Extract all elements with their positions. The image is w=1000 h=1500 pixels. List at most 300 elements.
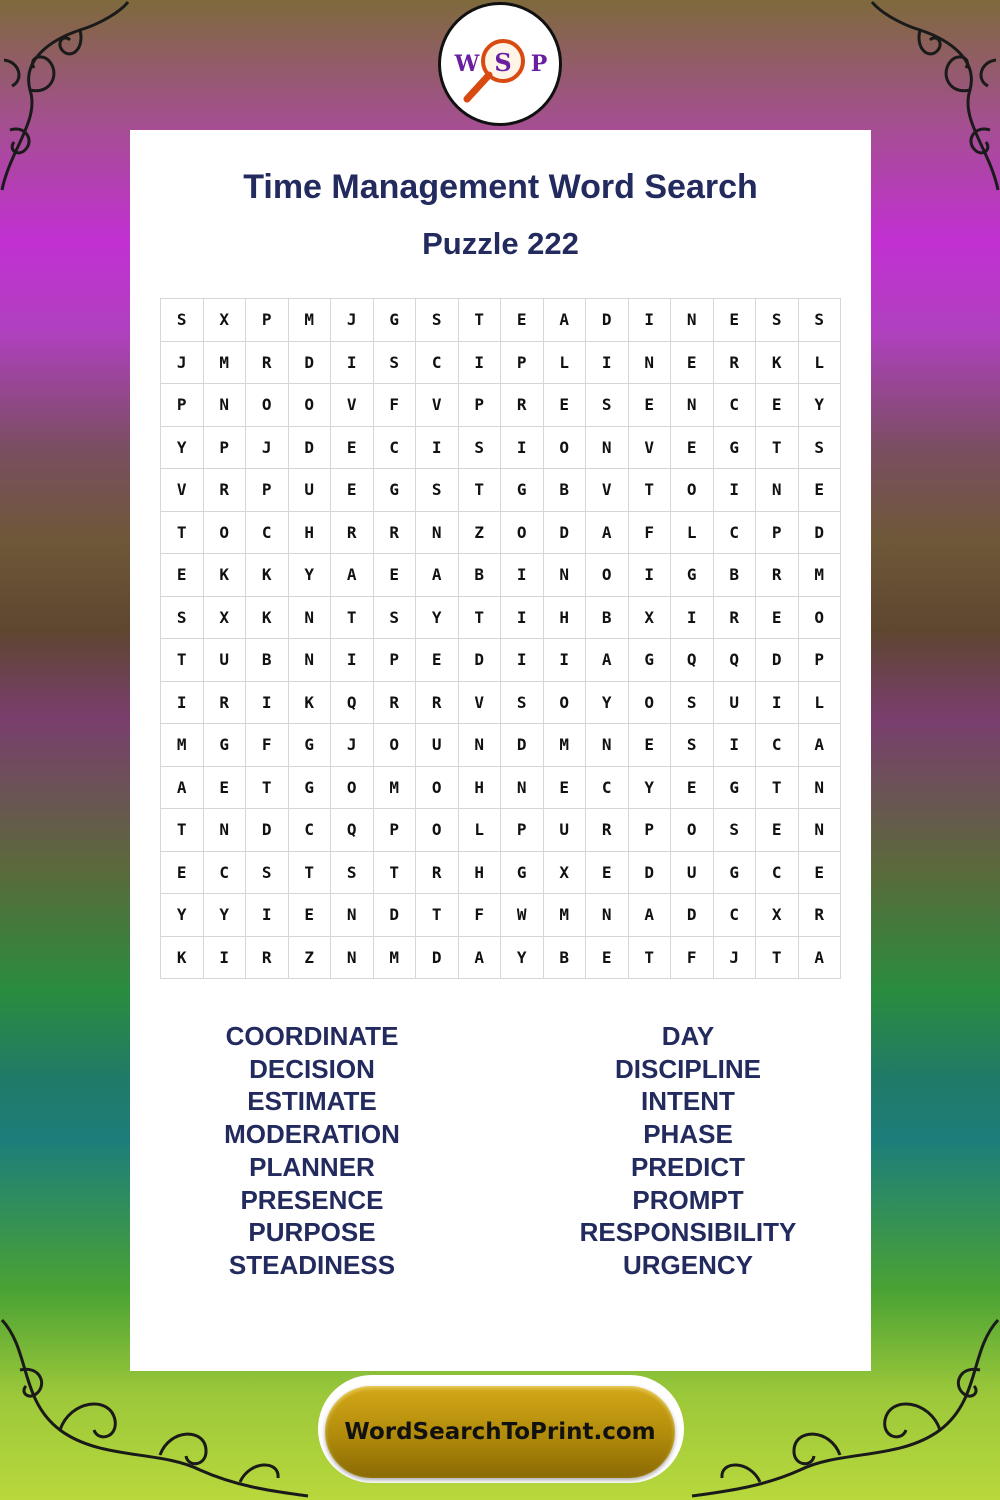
grid-cell[interactable]: B	[458, 554, 501, 597]
grid-cell[interactable]: C	[756, 851, 799, 894]
grid-cell[interactable]: I	[501, 426, 544, 469]
grid-cell[interactable]: I	[671, 596, 714, 639]
grid-cell[interactable]: I	[246, 894, 289, 937]
grid-cell[interactable]: K	[246, 596, 289, 639]
grid-cell[interactable]: T	[458, 299, 501, 342]
grid-cell[interactable]: Q	[331, 681, 374, 724]
grid-row	[161, 809, 841, 852]
grid-cell[interactable]: M	[543, 894, 586, 937]
grid-cell[interactable]: N	[416, 511, 459, 554]
grid-cell[interactable]: Y	[203, 894, 246, 937]
grid-row	[161, 299, 841, 342]
grid-cell[interactable]: F	[628, 511, 671, 554]
grid-cell[interactable]: A	[161, 766, 204, 809]
grid-cell[interactable]: R	[373, 681, 416, 724]
site-logo[interactable]	[438, 2, 562, 126]
word-list-item: PURPOSE	[248, 1217, 376, 1248]
grid-cell[interactable]: C	[246, 511, 289, 554]
grid-cell[interactable]: N	[756, 469, 799, 512]
grid-cell[interactable]: Q	[671, 639, 714, 682]
grid-cell[interactable]: G	[373, 299, 416, 342]
grid-cell[interactable]: C	[756, 724, 799, 767]
grid-cell[interactable]: O	[416, 766, 459, 809]
grid-cell[interactable]: T	[628, 469, 671, 512]
grid-cell[interactable]: P	[501, 809, 544, 852]
grid-cell[interactable]: S	[756, 299, 799, 342]
grid-cell[interactable]: A	[628, 894, 671, 937]
grid-cell[interactable]: A	[586, 639, 629, 682]
grid-row	[161, 724, 841, 767]
grid-cell[interactable]: W	[501, 894, 544, 937]
grid-cell[interactable]: N	[458, 724, 501, 767]
grid-cell[interactable]: R	[203, 681, 246, 724]
grid-cell[interactable]: K	[203, 554, 246, 597]
grid-cell[interactable]: D	[798, 511, 841, 554]
grid-cell[interactable]: R	[416, 681, 459, 724]
grid-cell[interactable]: K	[246, 554, 289, 597]
grid-cell[interactable]: S	[671, 724, 714, 767]
grid-cell[interactable]: N	[203, 384, 246, 427]
grid-cell[interactable]: S	[713, 809, 756, 852]
grid-cell[interactable]: U	[288, 469, 331, 512]
grid-cell[interactable]: Y	[416, 596, 459, 639]
grid-cell[interactable]: O	[501, 511, 544, 554]
grid-cell[interactable]: R	[501, 384, 544, 427]
grid-cell[interactable]: Y	[288, 554, 331, 597]
grid-cell[interactable]: Y	[161, 426, 204, 469]
grid-cell[interactable]: M	[161, 724, 204, 767]
grid-cell[interactable]: S	[416, 299, 459, 342]
grid-cell[interactable]: P	[628, 809, 671, 852]
site-link-button[interactable]	[325, 1386, 675, 1478]
grid-cell[interactable]: T	[416, 894, 459, 937]
word-list-item: COORDINATE	[225, 1021, 399, 1051]
grid-cell[interactable]: N	[586, 724, 629, 767]
grid-cell[interactable]: E	[373, 554, 416, 597]
grid-cell[interactable]: K	[756, 341, 799, 384]
grid-cell[interactable]: S	[161, 596, 204, 639]
word-list-item: PREDICT	[630, 1151, 746, 1182]
logo-letter-s: S	[494, 48, 512, 77]
grid-cell[interactable]: K	[288, 681, 331, 724]
grid-cell[interactable]: I	[416, 426, 459, 469]
word-list-item: PROMPT	[632, 1184, 744, 1215]
grid-cell[interactable]: O	[416, 809, 459, 852]
grid-cell[interactable]: T	[161, 639, 204, 682]
logo-letter-w: W	[454, 51, 480, 77]
grid-cell[interactable]: T	[161, 511, 204, 554]
grid-cell[interactable]: P	[203, 426, 246, 469]
puzzle-card	[130, 130, 871, 1371]
grid-row	[161, 511, 841, 554]
grid-cell[interactable]: N	[543, 554, 586, 597]
grid-cell[interactable]: Q	[713, 639, 756, 682]
grid-cell[interactable]: E	[756, 384, 799, 427]
grid-cell[interactable]: N	[798, 766, 841, 809]
grid-cell[interactable]: P	[246, 299, 289, 342]
grid-cell[interactable]: S	[373, 341, 416, 384]
grid-row	[161, 554, 841, 597]
word-list-item: PLANNER	[249, 1151, 375, 1182]
grid-cell[interactable]: P	[501, 341, 544, 384]
grid-cell[interactable]: X	[203, 596, 246, 639]
grid-cell[interactable]: N	[288, 639, 331, 682]
grid-cell[interactable]: J	[246, 426, 289, 469]
grid-cell[interactable]: P	[246, 469, 289, 512]
grid-cell[interactable]: I	[458, 341, 501, 384]
grid-cell[interactable]: E	[543, 384, 586, 427]
grid-cell[interactable]: P	[161, 384, 204, 427]
grid-cell[interactable]: G	[288, 766, 331, 809]
grid-cell[interactable]: N	[671, 384, 714, 427]
grid-cell[interactable]: A	[458, 936, 501, 979]
grid-cell[interactable]: U	[203, 639, 246, 682]
grid-cell[interactable]: O	[246, 384, 289, 427]
grid-cell[interactable]: Z	[458, 511, 501, 554]
grid-cell[interactable]: A	[331, 554, 374, 597]
grid-cell[interactable]: G	[713, 851, 756, 894]
grid-cell[interactable]: C	[373, 426, 416, 469]
grid-cell[interactable]: I	[543, 639, 586, 682]
grid-cell[interactable]: O	[373, 724, 416, 767]
grid-row	[161, 894, 841, 937]
word-list-item: URGENCY	[622, 1249, 753, 1280]
grid-cell[interactable]: I	[331, 341, 374, 384]
grid-cell[interactable]: D	[288, 426, 331, 469]
grid-cell[interactable]: T	[331, 596, 374, 639]
grid-cell[interactable]: N	[331, 894, 374, 937]
grid-cell[interactable]: E	[713, 299, 756, 342]
grid-cell[interactable]: O	[331, 766, 374, 809]
grid-row	[161, 851, 841, 894]
grid-cell[interactable]: N	[586, 426, 629, 469]
word-list-item: PHASE	[643, 1119, 733, 1150]
grid-cell[interactable]: R	[756, 554, 799, 597]
grid-cell[interactable]: R	[798, 894, 841, 937]
grid-cell[interactable]: E	[798, 469, 841, 512]
grid-cell[interactable]: H	[458, 851, 501, 894]
grid-cell[interactable]: C	[288, 809, 331, 852]
grid-cell[interactable]: V	[161, 469, 204, 512]
grid-cell[interactable]: X	[203, 299, 246, 342]
grid-cell[interactable]: D	[458, 639, 501, 682]
grid-cell[interactable]: D	[543, 511, 586, 554]
word-list-item: INTENT	[641, 1086, 735, 1117]
grid-cell[interactable]: T	[628, 936, 671, 979]
grid-cell[interactable]: H	[458, 766, 501, 809]
grid-cell[interactable]: I	[713, 724, 756, 767]
grid-cell[interactable]: L	[458, 809, 501, 852]
grid-cell[interactable]: S	[373, 596, 416, 639]
grid-cell[interactable]: N	[203, 809, 246, 852]
grid-cell[interactable]: R	[713, 596, 756, 639]
grid-cell[interactable]: B	[246, 639, 289, 682]
grid-cell[interactable]: E	[416, 639, 459, 682]
grid-cell[interactable]: E	[798, 851, 841, 894]
logo-letter-p: P	[530, 51, 548, 77]
grid-row	[161, 766, 841, 809]
grid-cell[interactable]: M	[543, 724, 586, 767]
grid-cell[interactable]: R	[246, 341, 289, 384]
grid-cell[interactable]: G	[203, 724, 246, 767]
corner-flourish-top-right	[870, 0, 1000, 200]
grid-cell[interactable]: E	[586, 936, 629, 979]
grid-cell[interactable]: B	[713, 554, 756, 597]
grid-cell[interactable]: C	[713, 511, 756, 554]
grid-cell[interactable]: I	[628, 299, 671, 342]
grid-cell[interactable]: R	[203, 469, 246, 512]
grid-cell[interactable]: S	[798, 299, 841, 342]
grid-cell[interactable]: G	[671, 554, 714, 597]
grid-cell[interactable]: G	[628, 639, 671, 682]
grid-cell[interactable]: G	[713, 426, 756, 469]
grid-cell[interactable]: A	[798, 936, 841, 979]
grid-cell[interactable]: U	[713, 681, 756, 724]
grid-cell[interactable]: D	[416, 936, 459, 979]
grid-cell[interactable]: S	[331, 851, 374, 894]
corner-flourish-top-left	[0, 0, 130, 200]
grid-cell[interactable]: Y	[798, 384, 841, 427]
grid-cell[interactable]: A	[543, 299, 586, 342]
grid-cell[interactable]: G	[713, 766, 756, 809]
grid-cell[interactable]: T	[288, 851, 331, 894]
grid-cell[interactable]: T	[756, 936, 799, 979]
magnifier-logo-icon	[445, 9, 555, 119]
grid-cell[interactable]: E	[628, 384, 671, 427]
grid-cell[interactable]: T	[373, 851, 416, 894]
grid-cell[interactable]: I	[501, 596, 544, 639]
grid-cell[interactable]: E	[161, 554, 204, 597]
grid-cell[interactable]: E	[161, 851, 204, 894]
grid-cell[interactable]: D	[288, 341, 331, 384]
grid-cell[interactable]: F	[458, 894, 501, 937]
word-list-item: RESPONSIBILITY	[579, 1217, 797, 1248]
grid-cell[interactable]: D	[671, 894, 714, 937]
grid-cell[interactable]: L	[798, 341, 841, 384]
grid-cell[interactable]: X	[628, 596, 671, 639]
grid-cell[interactable]: E	[543, 766, 586, 809]
grid-cell[interactable]: Z	[288, 936, 331, 979]
grid-cell[interactable]: C	[713, 894, 756, 937]
grid-cell[interactable]: U	[671, 851, 714, 894]
word-list-item: DAY	[661, 1021, 715, 1051]
word-list-item: DISCIPLINE	[615, 1053, 761, 1084]
grid-cell[interactable]: I	[713, 469, 756, 512]
grid-cell[interactable]: D	[586, 299, 629, 342]
grid-cell[interactable]: O	[543, 681, 586, 724]
puzzle-number: Puzzle 222	[422, 226, 579, 261]
letter-grid[interactable]	[160, 298, 841, 979]
grid-cell[interactable]: D	[501, 724, 544, 767]
grid-cell[interactable]: V	[416, 384, 459, 427]
grid-cell[interactable]: A	[586, 511, 629, 554]
grid-cell[interactable]: P	[373, 809, 416, 852]
grid-row	[161, 426, 841, 469]
word-list-item: STEADINESS	[228, 1249, 396, 1280]
grid-row	[161, 936, 841, 979]
grid-cell[interactable]: G	[501, 469, 544, 512]
grid-cell[interactable]: I	[161, 681, 204, 724]
grid-cell[interactable]: O	[671, 469, 714, 512]
grid-cell[interactable]: C	[203, 851, 246, 894]
grid-cell[interactable]: F	[671, 936, 714, 979]
grid-cell[interactable]: V	[586, 469, 629, 512]
grid-cell[interactable]: P	[798, 639, 841, 682]
grid-cell[interactable]: O	[798, 596, 841, 639]
word-list-item: PRESENCE	[240, 1184, 384, 1215]
grid-cell[interactable]: C	[586, 766, 629, 809]
grid-cell[interactable]: S	[246, 851, 289, 894]
grid-cell[interactable]: D	[373, 894, 416, 937]
grid-cell[interactable]: O	[671, 809, 714, 852]
grid-cell[interactable]: I	[203, 936, 246, 979]
grid-cell[interactable]: N	[671, 299, 714, 342]
grid-cell[interactable]: E	[288, 894, 331, 937]
grid-cell[interactable]: E	[331, 426, 374, 469]
grid-cell[interactable]: X	[543, 851, 586, 894]
grid-cell[interactable]: O	[586, 554, 629, 597]
grid-cell[interactable]: D	[628, 851, 671, 894]
grid-cell[interactable]: J	[713, 936, 756, 979]
grid-cell[interactable]: E	[628, 724, 671, 767]
grid-cell[interactable]: L	[543, 341, 586, 384]
grid-cell[interactable]: H	[288, 511, 331, 554]
grid-cell[interactable]: E	[756, 596, 799, 639]
grid-cell[interactable]: C	[713, 384, 756, 427]
grid-cell[interactable]: M	[798, 554, 841, 597]
grid-cell[interactable]: Y	[501, 936, 544, 979]
grid-cell[interactable]: Q	[331, 809, 374, 852]
grid-cell[interactable]: E	[203, 766, 246, 809]
grid-cell[interactable]: A	[416, 554, 459, 597]
grid-cell[interactable]: M	[373, 766, 416, 809]
grid-cell[interactable]: S	[501, 681, 544, 724]
grid-cell[interactable]: R	[373, 511, 416, 554]
grid-cell[interactable]: N	[628, 341, 671, 384]
grid-cell[interactable]: V	[628, 426, 671, 469]
grid-cell[interactable]: E	[501, 299, 544, 342]
grid-cell[interactable]: N	[798, 809, 841, 852]
grid-cell[interactable]: B	[586, 596, 629, 639]
grid-cell[interactable]: I	[331, 639, 374, 682]
grid-cell[interactable]: Y	[161, 894, 204, 937]
grid-cell[interactable]: Y	[628, 766, 671, 809]
grid-row	[161, 469, 841, 512]
grid-cell[interactable]: G	[288, 724, 331, 767]
grid-cell[interactable]: E	[671, 766, 714, 809]
grid-cell[interactable]: J	[331, 299, 374, 342]
grid-cell[interactable]: L	[798, 681, 841, 724]
grid-cell[interactable]: P	[756, 511, 799, 554]
grid-cell[interactable]: O	[203, 511, 246, 554]
grid-row	[161, 681, 841, 724]
grid-cell[interactable]: E	[671, 426, 714, 469]
grid-cell[interactable]: E	[331, 469, 374, 512]
grid-cell[interactable]: J	[161, 341, 204, 384]
grid-cell[interactable]: S	[586, 384, 629, 427]
grid-cell[interactable]: P	[373, 639, 416, 682]
grid-cell[interactable]: H	[543, 596, 586, 639]
site-link-label: WordSearchToPrint.com	[344, 1419, 656, 1445]
grid-cell[interactable]: D	[246, 809, 289, 852]
grid-cell[interactable]: R	[713, 341, 756, 384]
grid-cell[interactable]: E	[756, 809, 799, 852]
grid-cell[interactable]: T	[246, 766, 289, 809]
grid-cell[interactable]: B	[543, 469, 586, 512]
grid-cell[interactable]: V	[331, 384, 374, 427]
grid-cell[interactable]: T	[756, 426, 799, 469]
grid-cell[interactable]: F	[373, 384, 416, 427]
grid-cell[interactable]: I	[246, 681, 289, 724]
grid-cell[interactable]: I	[628, 554, 671, 597]
grid-cell[interactable]: R	[331, 511, 374, 554]
grid-cell[interactable]: F	[246, 724, 289, 767]
page-title: Time Management Word Search	[243, 168, 758, 206]
grid-cell[interactable]: S	[458, 426, 501, 469]
grid-cell[interactable]: R	[586, 809, 629, 852]
grid-cell[interactable]: N	[288, 596, 331, 639]
grid-cell[interactable]: I	[501, 554, 544, 597]
grid-cell[interactable]: M	[288, 299, 331, 342]
word-list-right	[538, 1020, 838, 1282]
grid-cell[interactable]: O	[288, 384, 331, 427]
word-list-left	[162, 1020, 462, 1282]
grid-cell[interactable]: J	[331, 724, 374, 767]
grid-cell[interactable]: Y	[586, 681, 629, 724]
grid-cell[interactable]: T	[458, 469, 501, 512]
grid-cell[interactable]: S	[416, 469, 459, 512]
grid-cell[interactable]: S	[671, 681, 714, 724]
grid-cell[interactable]: M	[373, 936, 416, 979]
grid-cell[interactable]: N	[586, 894, 629, 937]
grid-cell[interactable]: R	[246, 936, 289, 979]
grid-row	[161, 596, 841, 639]
grid-cell[interactable]: O	[628, 681, 671, 724]
grid-cell[interactable]: M	[203, 341, 246, 384]
grid-cell[interactable]: K	[161, 936, 204, 979]
word-list-item: DECISION	[249, 1053, 375, 1084]
grid-cell[interactable]: E	[671, 341, 714, 384]
grid-cell[interactable]: L	[671, 511, 714, 554]
grid-cell[interactable]: B	[543, 936, 586, 979]
grid-cell[interactable]: I	[501, 639, 544, 682]
word-list-item: MODERATION	[224, 1119, 400, 1150]
grid-cell[interactable]: V	[458, 681, 501, 724]
grid-cell[interactable]: U	[416, 724, 459, 767]
grid-cell[interactable]: I	[586, 341, 629, 384]
grid-cell[interactable]: U	[543, 809, 586, 852]
grid-cell[interactable]: O	[543, 426, 586, 469]
grid-cell[interactable]: X	[756, 894, 799, 937]
grid-cell[interactable]: G	[501, 851, 544, 894]
grid-cell[interactable]: N	[501, 766, 544, 809]
grid-cell[interactable]: T	[161, 809, 204, 852]
grid-cell[interactable]: T	[756, 766, 799, 809]
grid-cell[interactable]: C	[416, 341, 459, 384]
grid-cell[interactable]: D	[756, 639, 799, 682]
grid-row	[161, 384, 841, 427]
grid-cell[interactable]: I	[756, 681, 799, 724]
grid-cell[interactable]: P	[458, 384, 501, 427]
grid-cell[interactable]: E	[586, 851, 629, 894]
grid-cell[interactable]: R	[416, 851, 459, 894]
grid-cell[interactable]: A	[798, 724, 841, 767]
grid-cell[interactable]: S	[798, 426, 841, 469]
grid-cell[interactable]: N	[331, 936, 374, 979]
grid-cell[interactable]: S	[161, 299, 204, 342]
grid-cell[interactable]: G	[373, 469, 416, 512]
grid-cell[interactable]: T	[458, 596, 501, 639]
